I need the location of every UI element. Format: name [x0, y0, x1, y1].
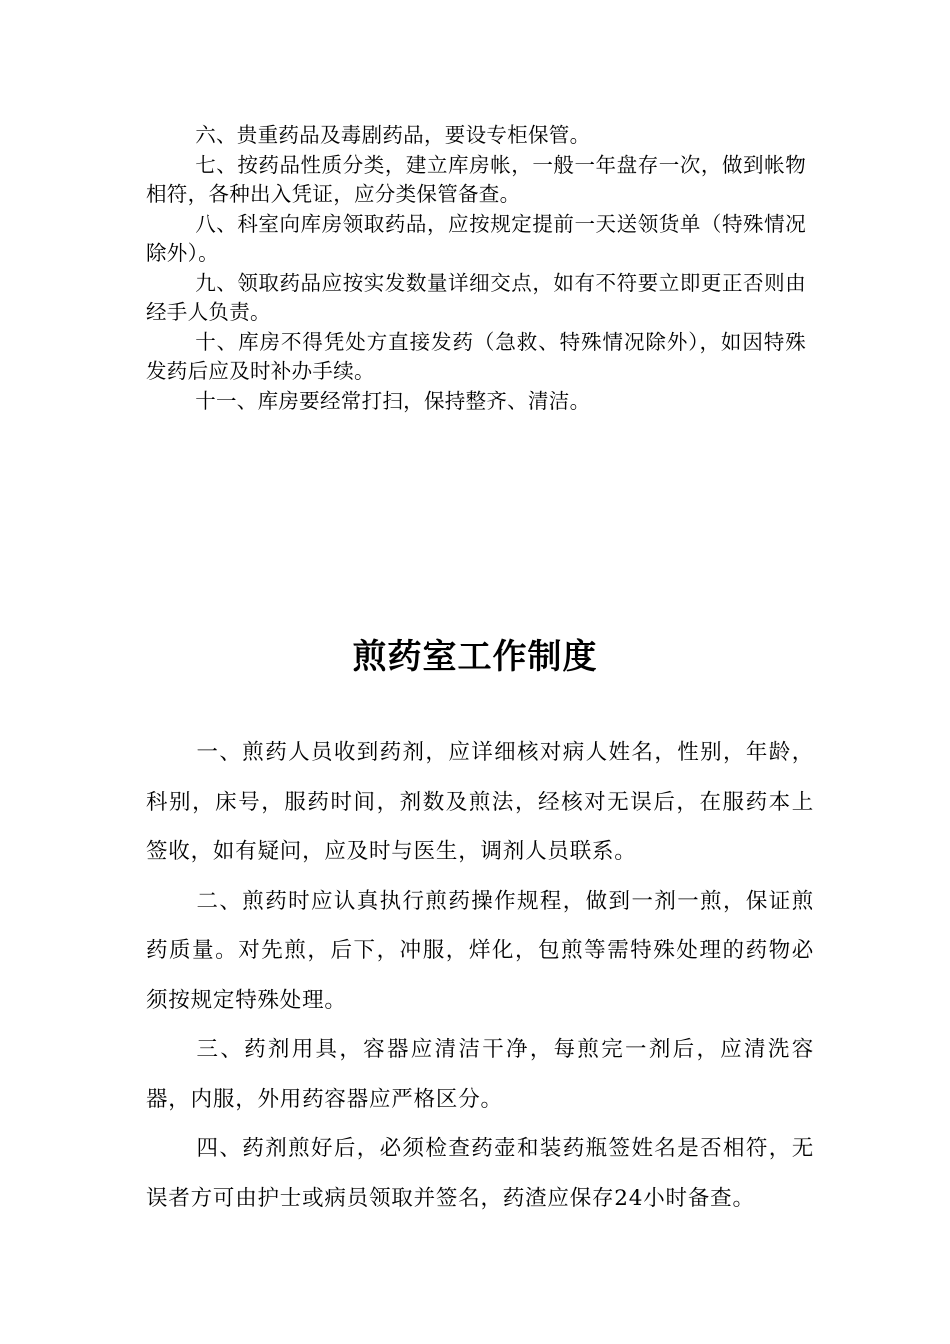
regulation-item-6: 六、贵重药品及毒剧药品，要设专柜保管。	[195, 123, 591, 147]
section-title: 煎药室工作制度	[352, 637, 598, 677]
decoction-item-3: 三、药剂用具，容器应清洁干净，每煎完一剂后，应清洗容器，内服，外用药容器应严格区分。	[146, 1037, 814, 1112]
regulation-item-7: 七、按药品性质分类，建立库房帐，一般一年盘存一次，做到帐物相符，各种出入凭证，应分类保管备查。	[146, 152, 806, 206]
regulation-item-9: 九、领取药品应按实发数量详细交点，如有不符要立即更正否则由经手人负责。	[146, 270, 806, 324]
decoction-item-2: 二、煎药时应认真执行煎药操作规程，做到一剂一煎，保证煎药质量。对先煎，后下，冲服，烊化，包煎等需特殊处理的药物必须按规定特殊处理。	[146, 888, 814, 1013]
regulation-item-10: 十、库房不得凭处方直接发药（急救、特殊情况除外），如因特殊发药后应及时补办手续。	[146, 329, 806, 383]
decoction-room-regulations	[146, 728, 814, 1223]
regulation-item-8: 八、科室向库房领取药品，应按规定提前一天送领货单（特殊情况除外）。	[146, 211, 806, 265]
decoction-item-4: 四、药剂煎好后，必须检查药壶和装药瓶签姓名是否相符，无误者方可由护士或病员领取并签名，药渣应保存24小时备查。	[146, 1136, 814, 1211]
upper-regulations	[146, 121, 806, 416]
decoction-item-1: 一、煎药人员收到药剂，应详细核对病人姓名，性别，年龄，科别，床号，服药时间，剂数及煎法，经核对无误后，在服药本上签收，如有疑问，应及时与医生，调剂人员联系。	[146, 740, 814, 864]
regulation-item-11: 十一、库房要经常打扫，保持整齐、清洁。	[195, 388, 591, 413]
